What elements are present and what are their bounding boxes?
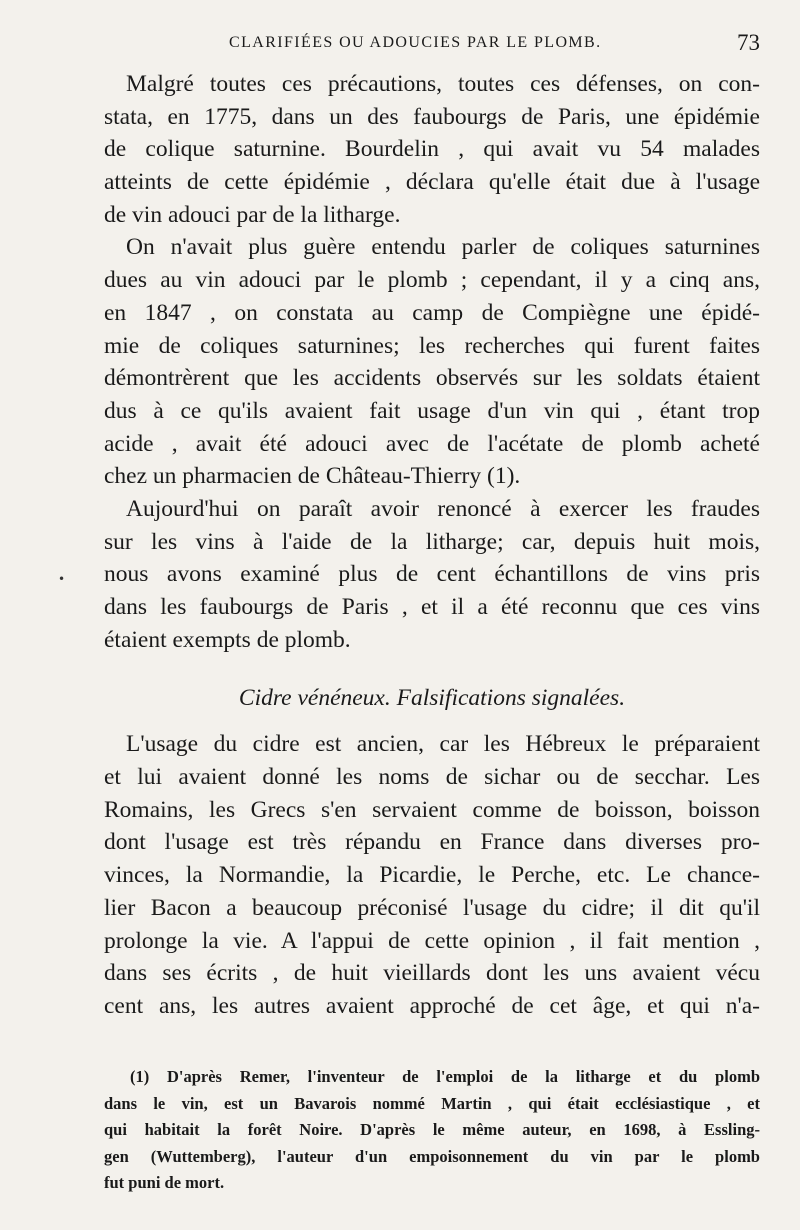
paragraph-1 bbox=[104, 68, 760, 231]
text-line: lier Bacon a beaucoup préconisé l'usage du cidre; il dit qu'il bbox=[104, 894, 760, 921]
text-line: dues au vin adouci par le plomb ; cependant, il y a cinq ans, bbox=[104, 267, 760, 294]
text-line: de vin adouci par de la litharge. bbox=[104, 201, 401, 228]
text-line: On n'avait plus guère entendu parler de coliques saturnines bbox=[126, 234, 760, 261]
text-line: cent ans, les autres avaient approché de cet âge, et qui n'a- bbox=[104, 992, 760, 1019]
text-line: étaient exempts de plomb. bbox=[104, 626, 351, 653]
text-line: Malgré toutes ces précautions, toutes ces défenses, on con- bbox=[126, 71, 760, 97]
footnote-line: (1) D'après Remer, l'inventeur de l'emploi de la litharge et du plomb bbox=[130, 1067, 760, 1086]
text-line: et lui avaient donné les noms de sichar ou de secchar. Les bbox=[104, 764, 760, 791]
running-head bbox=[104, 30, 760, 58]
text-line: en 1847 , on constata au camp de Compiègne une épidé- bbox=[104, 299, 760, 326]
paragraph-3 bbox=[104, 493, 760, 656]
text-line: dans les faubourgs de Paris , et il a été reconnu que ces vins bbox=[104, 594, 760, 620]
text-line: dus à ce qu'ils avaient fait usage d'un vin qui , étant trop bbox=[104, 397, 760, 424]
paragraph-4 bbox=[104, 728, 760, 1022]
text-line: prolonge la vie. A l'appui de cette opinion , il fait mention , bbox=[104, 927, 760, 954]
text-line: atteints de cette épidémie , déclara qu'elle était due à l'usage bbox=[104, 169, 760, 196]
text-line: dont l'usage est très répandu en France dans diverses pro- bbox=[104, 829, 760, 856]
footnote-line: qui habitait la forêt Noire. D'après le même auteur, en 1698, à Essling- bbox=[104, 1120, 760, 1139]
running-title: CLARIFIÉES OU ADOUCIES PAR LE PLOMB. bbox=[229, 34, 602, 51]
text-line: acide , avait été adouci avec de l'acétate de plomb acheté bbox=[104, 430, 760, 457]
footnote-line: fut puni de mort. bbox=[104, 1173, 225, 1192]
text-line: mie de coliques saturnines; les recherches qui furent faites bbox=[104, 332, 760, 359]
text-line: Romains, les Grecs s'en servaient comme de boisson, boisson bbox=[104, 796, 760, 823]
text-line: L'usage du cidre est ancien, car les Hébreux le préparaient bbox=[126, 731, 760, 758]
footnote bbox=[104, 1064, 760, 1197]
body-text bbox=[104, 68, 760, 1023]
text-line: nous avons examiné plus de cent échantillons de vins pris bbox=[104, 561, 760, 588]
text-line: stata, en 1775, dans un des faubourgs de Paris, une épidémie bbox=[104, 103, 760, 130]
paragraph-2 bbox=[104, 231, 760, 493]
footnote-line: gen (Wuttemberg), l'auteur d'un empoisonnement du vin par le plomb bbox=[104, 1146, 760, 1166]
text-line: chez un pharmacien de Château-Thierry (1). bbox=[104, 463, 521, 490]
footnote-line: dans le vin, est un Bavarois nommé Martin , qui était ecclésiastique , et bbox=[104, 1093, 760, 1113]
margin-mark: • bbox=[58, 572, 66, 586]
text-line: vinces, la Normandie, la Picardie, le Perche, etc. Le chance- bbox=[104, 862, 760, 889]
section-heading: Cidre vénéneux. Falsifications signalées. bbox=[238, 685, 626, 712]
text-line: dans ses écrits , de huit vieillards dont les uns avaient vécu bbox=[104, 960, 760, 987]
text-line: démontrèrent que les accidents observés sur les soldats étaient bbox=[104, 365, 760, 392]
text-line: de colique saturnine. Bourdelin , qui avait vu 54 malades bbox=[104, 136, 760, 163]
text-line: sur les vins à l'aide de la litharge; car, depuis huit mois, bbox=[104, 528, 760, 555]
page-number: 73 bbox=[737, 30, 760, 55]
text-line: Aujourd'hui on paraît avoir renoncé à exercer les fraudes bbox=[126, 495, 760, 522]
